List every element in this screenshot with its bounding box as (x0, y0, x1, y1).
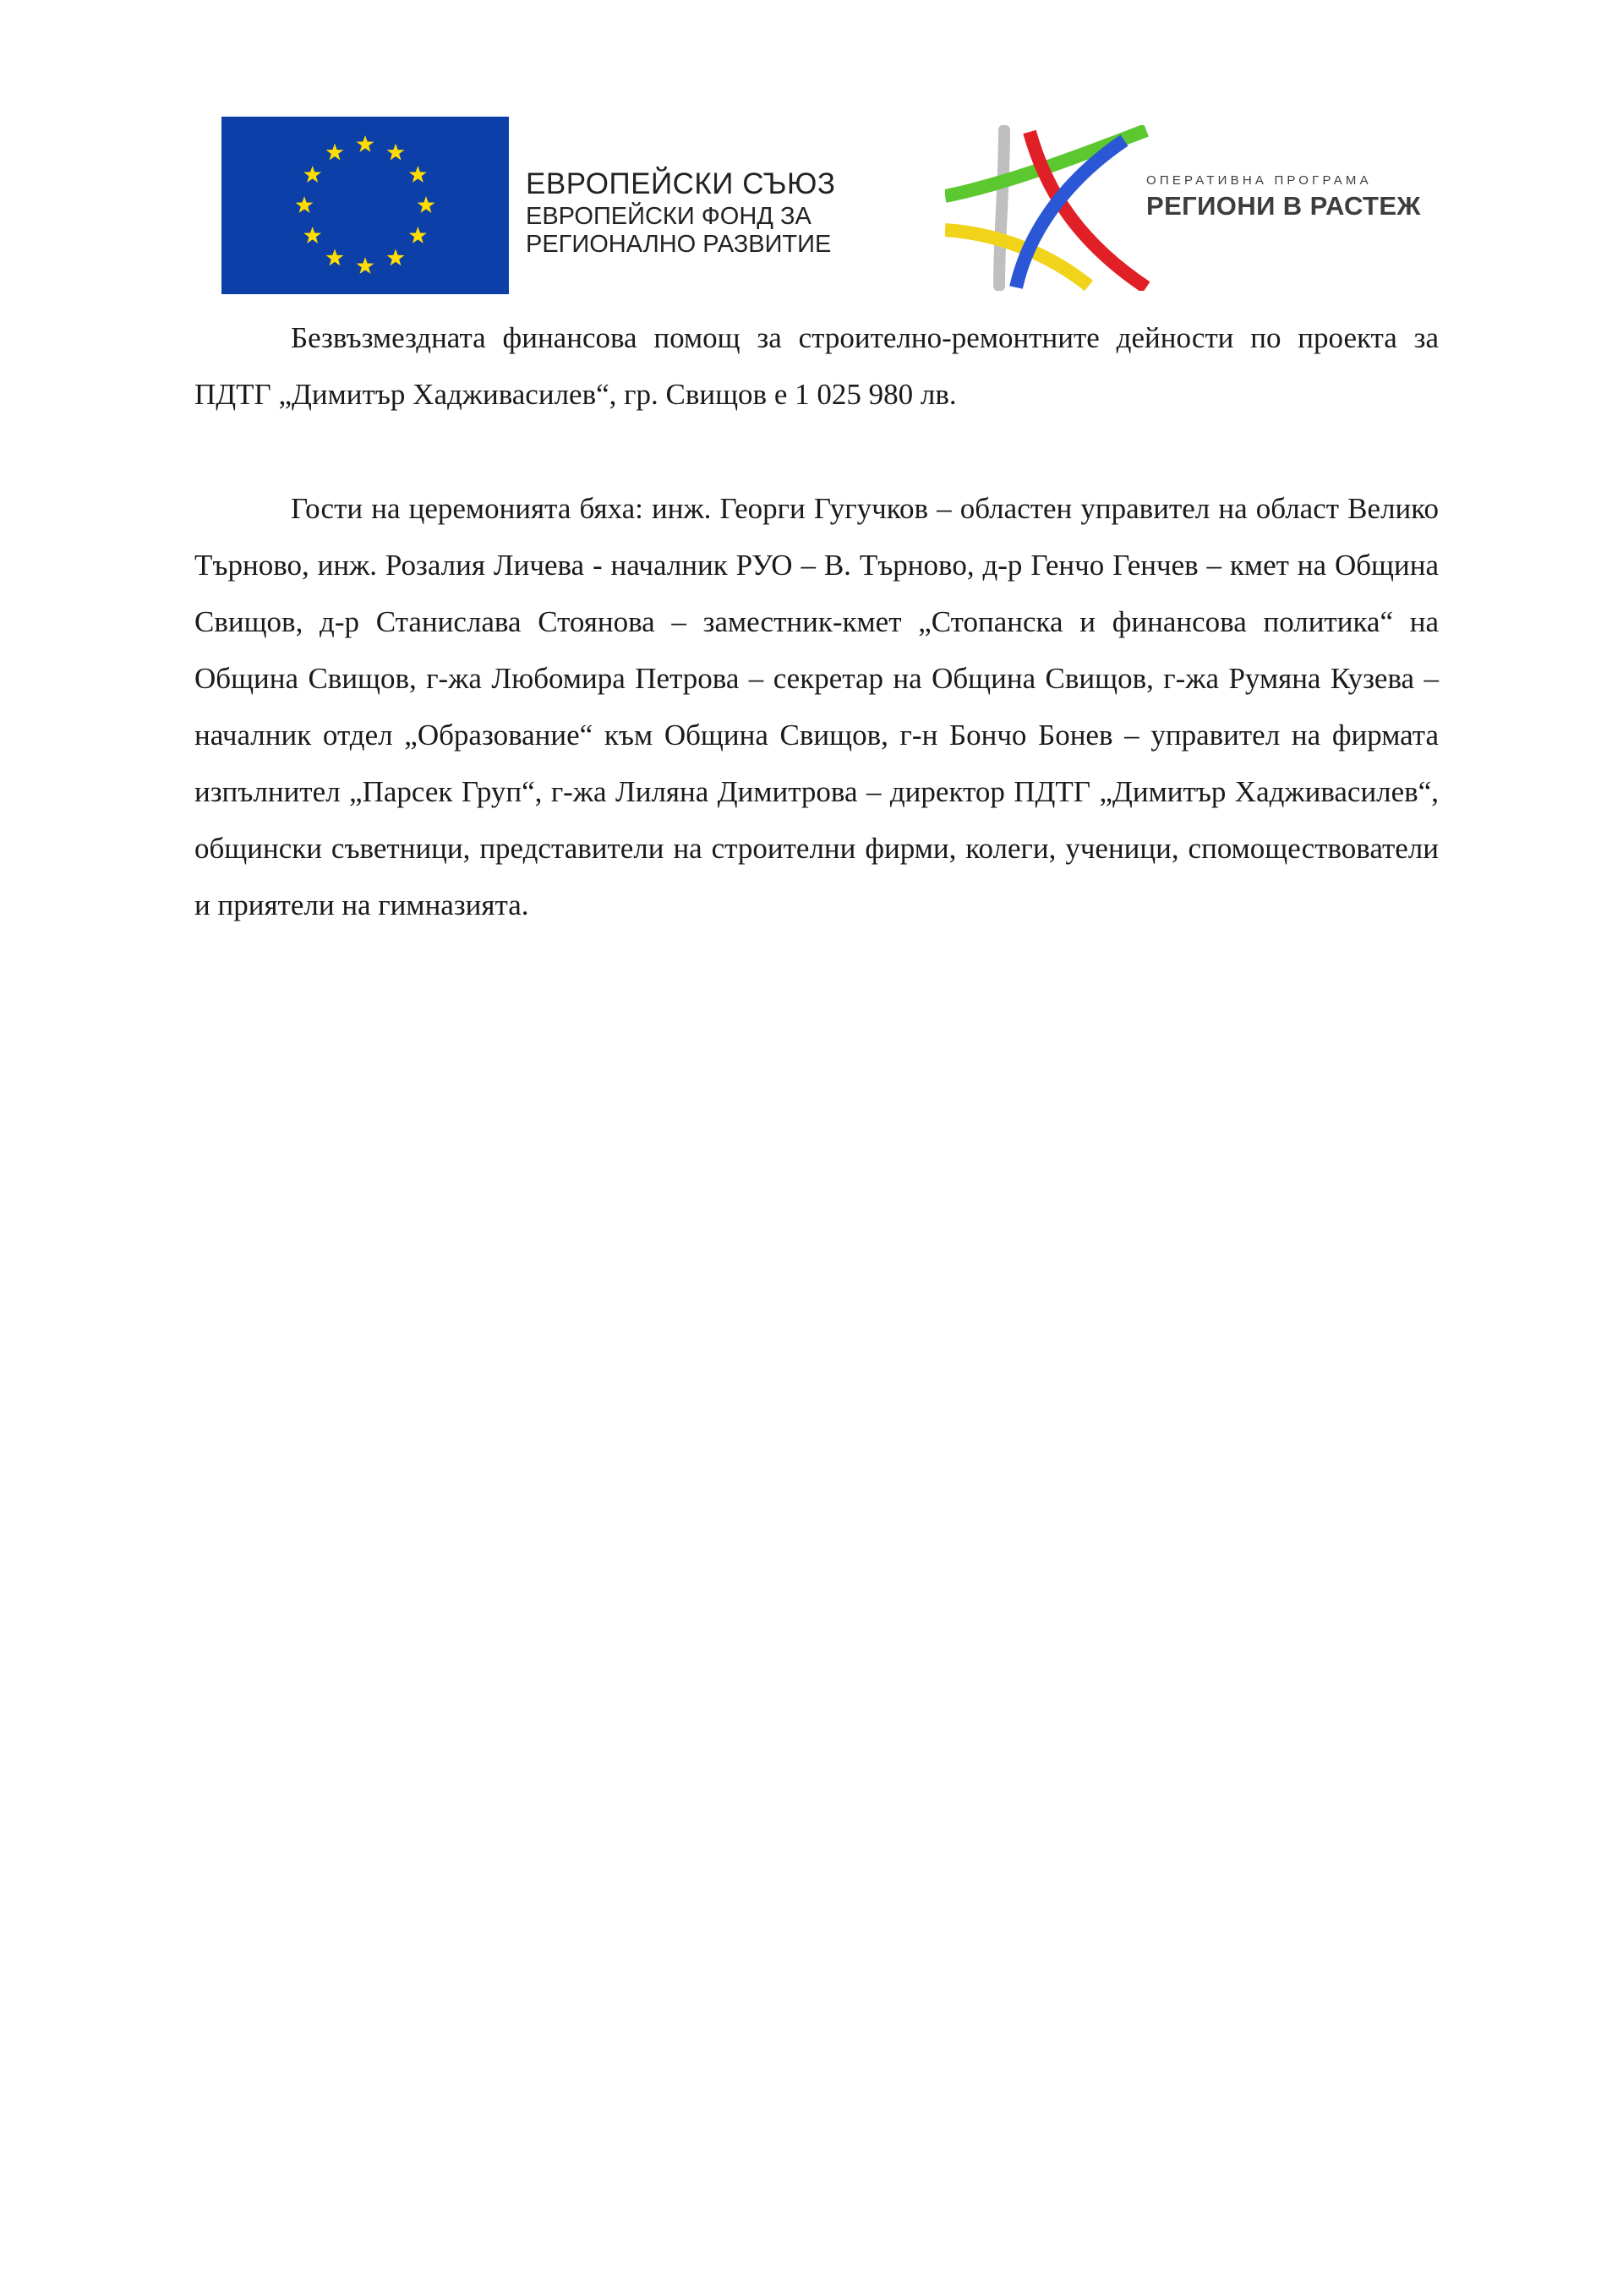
eu-development-text: РЕГИОНАЛНО РАЗВИТИЕ (526, 231, 832, 258)
operational-program-text: ОПЕРАТИВНА ПРОГРАМА (1146, 173, 1372, 188)
eu-fund-text: ЕВРОПЕЙСКИ ФОНД ЗА (526, 203, 812, 230)
funding-paragraph: Безвъзмездната финансова помощ за строително-ремонтните дейности по проекта за ПДТГ „Димитър Хадживасилев“, гр. Свищов е 1 025 980 лв. (194, 321, 1439, 411)
program-name-text: РЕГИОНИ В РАСТЕЖ (1146, 191, 1421, 221)
eu-union-text: ЕВРОПЕЙСКИ СЪЮЗ (526, 167, 836, 200)
eu-fund-label (526, 166, 835, 259)
operational-program-label (1146, 172, 1421, 223)
regions-in-growth-logo-icon (945, 125, 1155, 291)
document-header (0, 0, 1623, 304)
document-body (194, 309, 1439, 933)
guests-paragraph: Гости на церемонията бяха: инж. Георги Гугучков – областен управител на област Велико Търново, инж. Розалия Личева - началник РУО – В. Търново, д-р Генчо Генчев – кмет на Община Свищов, д-р Станислава Стоянова – заместник-кмет „Стопанска и финансова политика“ на Община Свищов, г-жа Любомира Петрова – секретар на Община Свищов, г-жа Румяна Кузева – началник отдел „Образование“ към Община Свищов, г-н Бончо Бонев – управител на фирмата изпълнител „Парсек Груп“, г-жа Лиляна Димитрова – директор ПДТГ „Димитър Хадживасилев“, общински съветници, представители на строителни фирми, колеги, ученици, спомоществователи и приятели на гимназията. (194, 492, 1439, 921)
eu-flag-icon (221, 117, 509, 294)
